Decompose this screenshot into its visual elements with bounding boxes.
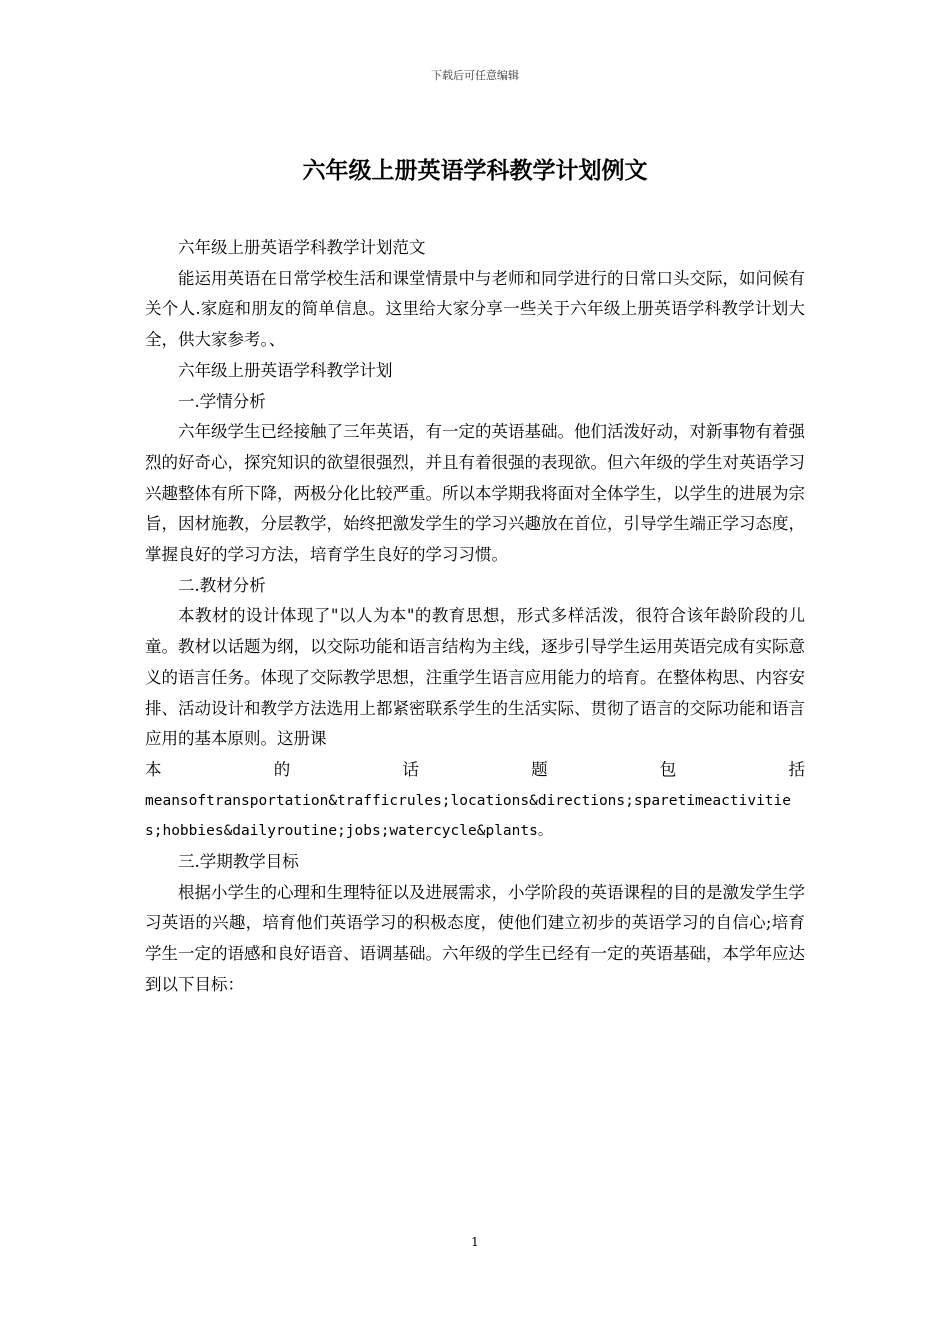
page-number: 1 [471,1235,479,1249]
paragraph-intro: 能运用英语在日常学校生活和课堂情景中与老师和同学进行的日常口头交际，如问候有关个人.家庭和朋友的简单信息。这里给大家分享一些关于六年级上册英语学科教学计划大全，供大家参考。、 [145,268,805,350]
topic-word: 的 [273,759,291,779]
paragraph-topic-intro [145,755,805,786]
topic-word: 包 [659,759,677,779]
section-heading-student-analysis: 一.学情分析 [178,391,266,411]
paragraph-student-analysis: 六年级学生已经接触了三年英语，有一定的英语基础。他们活泼好动，对新事物有着强烈的好奇心，探究知识的欲望很强烈，并且有着很强的表现欲。但六年级的学生对英语学习兴趣整体有所下降，两极分化比较严重。所以本学期我将面对全体学生，以学生的进展为宗旨，因材施教，分层教学，始终把激发学生的学习兴趣放在首位，引导学生端正学习态度，掌握良好的学习方法，培育学生良好的学习习惯。 [145,422,805,565]
section-heading-semester-goals: 三.学期教学目标 [178,852,299,872]
paragraph-semester-goals: 根据小学生的心理和生理特征以及进展需求，小学阶段的英语课程的目的是激发学生学习英语的兴趣，培育他们英语学习的积极态度，使他们建立初步的英语学习的自信心;培育学生一定的语感和良好语音、语调基础。六年级的学生已经有一定的英语基础，本学年应达到以下目标： [145,882,805,994]
paragraph-topic-list: meansoftransportation&trafficrules;locations&directions;sparetimeactivities;hobbies&dailyroutine;jobs;watercycle&plants。 [145,792,792,840]
paragraph-subtitle: 六年级上册英语学科教学计划范文 [178,238,426,257]
paragraph-textbook-analysis: 本教材的设计体现了"以人为本"的教育思想，形式多样活泼，很符合该年龄阶段的儿童。教材以话题为纲，以交际功能和语言结构为主线，逐步引导学生运用英语完成有实际意义的语言任务。体现了交际教学思想，注重学生语言应用能力的培育。在整体构思、内容安排、活动设计和教学方法选用上都紧密联系学生的生活实际、贯彻了语言的交际功能和语言应用的基本原则。这册课 [145,606,805,749]
section-heading-textbook-analysis: 二.教材分析 [178,575,266,595]
topic-word: 括 [788,759,805,779]
topic-word: 本 [145,759,162,779]
header-note: 下载后可任意编辑 [431,69,519,82]
document-title: 六年级上册英语学科教学计划例文 [302,157,648,184]
document-body [145,233,805,1001]
topic-word: 题 [531,759,548,779]
paragraph-plan-heading: 六年级上册英语学科教学计划 [178,360,393,380]
topic-word: 话 [402,759,419,779]
